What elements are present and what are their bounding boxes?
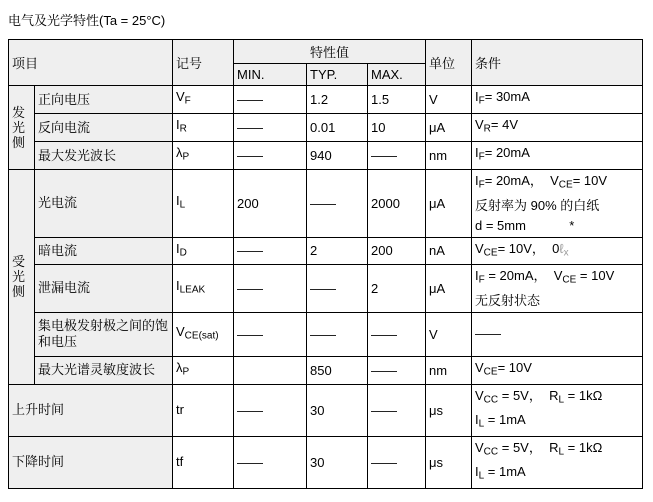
header-max: MAX. [368,64,426,86]
item-cell: 最大光谱灵敏度波长 [35,356,173,384]
typ-cell: 0.01 [307,114,368,142]
condition-cell: —— [472,312,643,356]
condition-cell: $I_F= 20mA$ [472,142,643,170]
condition-cell: $V_{CC} = 5V$， $R_L = 1k\Omega$ $I_L = 1mA$ [472,384,643,436]
condition-cell: $V_{CE}= 10V$， 0ℓ$_x$ [472,237,643,265]
max-cell: —— [368,312,426,356]
header-item: 项目 [9,40,173,86]
unit-cell: μs [426,436,472,488]
symbol-cell: $I_L$ [173,170,234,238]
group-cell-emitter: 发光侧 [9,86,35,170]
symbol-cell: $V_F$ [173,86,234,114]
table-row-reverse-current [9,114,643,142]
item-cell: 最大发光波长 [35,142,173,170]
typ-cell: 30 [307,384,368,436]
typ-cell: —— [307,170,368,238]
max-cell: 2 [368,265,426,313]
typ-cell: 2 [307,237,368,265]
condition-cell: $V_R= 4V$ [472,114,643,142]
unit-cell: V [426,86,472,114]
table-row-fall-time [9,436,643,488]
table-row-rise-time [9,384,643,436]
min-cell: —— [234,312,307,356]
typ-cell: 850 [307,356,368,384]
max-cell: 200 [368,237,426,265]
unit-cell: μA [426,114,472,142]
table-row-leakage-current [9,265,643,313]
max-cell: 1.5 [368,86,426,114]
table-row-dark-current [9,237,643,265]
min-cell: —— [234,142,307,170]
condition-cell: $I_F= 20mA$， $V_{CE}= 10V$ 反射率为 90% 的白纸 d = 5mm * [472,170,643,238]
symbol-cell: tf [173,436,234,488]
typ-cell: 1.2 [307,86,368,114]
max-cell: 2000 [368,170,426,238]
min-cell: —— [234,265,307,313]
page-title: 电气及光学特性(Ta = 25°C) [8,13,166,28]
max-cell: —— [368,356,426,384]
condition-cell: $I_F = 20mA$， $V_{CE} = 10V$ 无反射状态 [472,265,643,313]
max-cell: —— [368,384,426,436]
unit-cell: μs [426,384,472,436]
group-cell-detector: 受光侧 [9,170,35,385]
unit-cell: μA [426,265,472,313]
typ-cell: —— [307,312,368,356]
header-symbol: 记号 [173,40,234,86]
max-cell: —— [368,436,426,488]
typ-cell: 30 [307,436,368,488]
symbol-cell: $I_{LEAK}$ [173,265,234,313]
condition-cell: $V_{CC} = 5V$， $R_L = 1k\Omega$ $I_L = 1mA$ [472,436,643,488]
header-unit: 单位 [426,40,472,86]
symbol-cell: $I_R$ [173,114,234,142]
item-cell: 下降时间 [9,436,173,488]
symbol-cell: $I_D$ [173,237,234,265]
symbol-cell: tr [173,384,234,436]
typ-cell: —— [307,265,368,313]
header-typ: TYP. [307,64,368,86]
item-cell: 泄漏电流 [35,265,173,313]
unit-cell: nA [426,237,472,265]
min-cell: —— [234,237,307,265]
item-cell: 暗电流 [35,237,173,265]
max-cell: 10 [368,114,426,142]
table-row-forward-voltage [9,86,643,114]
table-row-light-current [9,170,643,238]
item-cell: 反向电流 [35,114,173,142]
table-header-row-1 [9,40,643,64]
item-cell: 集电极发射极之间的饱和电压 [35,312,173,356]
condition-cell: $I_F= 30mA$ [472,86,643,114]
min-cell: —— [234,384,307,436]
table-row-peak-sensitivity-wavelength [9,356,643,384]
unit-cell: nm [426,356,472,384]
characteristics-table [8,39,643,489]
condition-cell: $V_{CE}= 10V$ [472,356,643,384]
item-cell: 上升时间 [9,384,173,436]
header-value-group: 特性值 [234,40,426,64]
item-cell: 正向电压 [35,86,173,114]
typ-cell: 940 [307,142,368,170]
symbol-cell: $V_{CE(sat)}$ [173,312,234,356]
max-cell: —— [368,142,426,170]
min-cell [234,356,307,384]
header-condition: 条件 [472,40,643,86]
header-min: MIN. [234,64,307,86]
unit-cell: μA [426,170,472,238]
unit-cell: V [426,312,472,356]
table-row-saturation-voltage [9,312,643,356]
symbol-cell: $\lambda_P$ [173,356,234,384]
symbol-cell: $\lambda_P$ [173,142,234,170]
unit-cell: nm [426,142,472,170]
table-row-peak-emission-wavelength [9,142,643,170]
min-cell: —— [234,86,307,114]
min-cell: —— [234,114,307,142]
min-cell: —— [234,436,307,488]
item-cell: 光电流 [35,170,173,238]
min-cell: 200 [234,170,307,238]
